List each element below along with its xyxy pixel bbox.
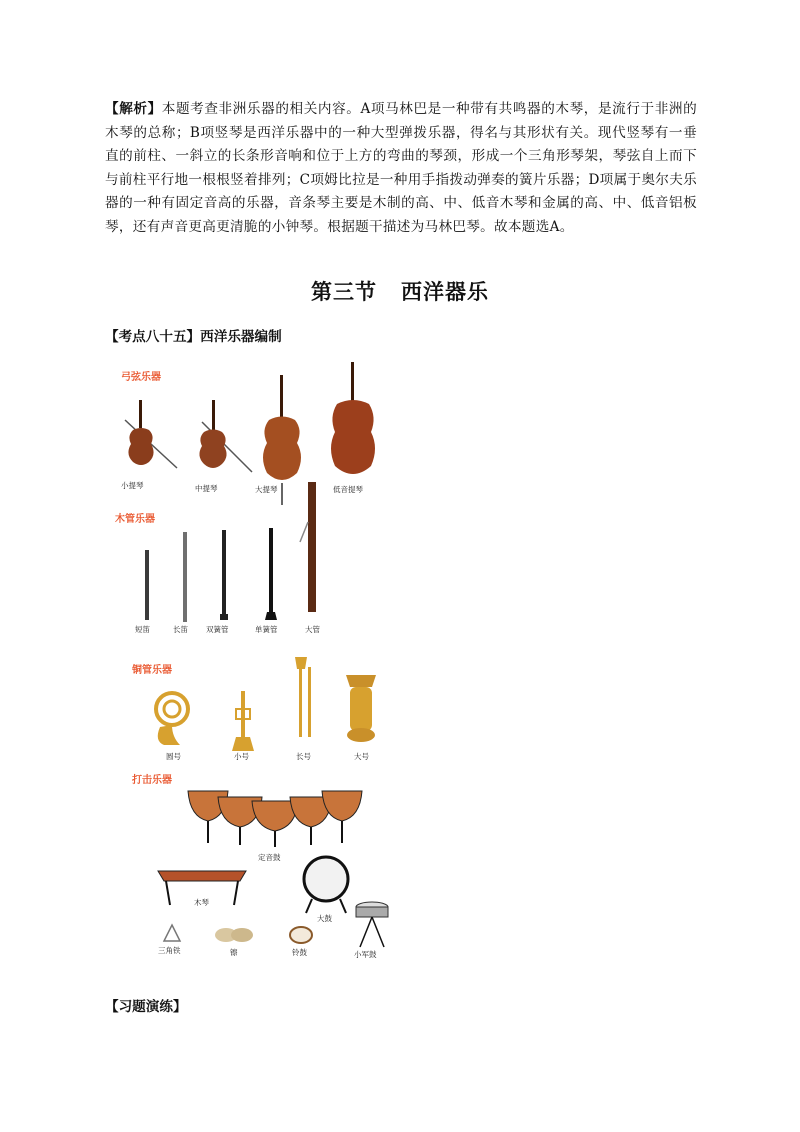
tambourine-icon <box>288 925 314 945</box>
viola-icon <box>190 400 260 478</box>
tuba-caption: 大号 <box>354 752 369 761</box>
section-name: 西洋器乐 <box>401 280 489 304</box>
instruments-figure-bottom <box>128 655 396 960</box>
violin-icon <box>115 400 185 475</box>
french-horn-icon <box>150 687 192 747</box>
clarinet-caption: 单簧管 <box>255 625 278 634</box>
analysis-lead: 【解析】 <box>105 101 162 117</box>
bassoon-caption: 大管 <box>305 625 320 634</box>
brass-label: 铜管乐器 <box>132 665 172 676</box>
triangle-icon <box>162 923 182 943</box>
bass-drum-caption: 大鼓 <box>317 914 332 923</box>
section-number: 第三节 <box>311 280 377 304</box>
oboe-caption: 双簧管 <box>206 625 229 634</box>
trumpet-caption: 小号 <box>234 752 249 761</box>
viola-caption: 中提琴 <box>195 484 218 493</box>
triangle-caption: 三角铁 <box>158 946 181 955</box>
trombone-icon <box>293 657 317 747</box>
trumpet-icon <box>232 691 254 751</box>
tambourine-caption: 铃鼓 <box>292 948 307 957</box>
cymbals-caption: 镲 <box>230 948 238 957</box>
trombone-caption: 长号 <box>296 752 311 761</box>
analysis-text: 本题考查非洲乐器的相关内容。A项马林巴是一种带有共鸣器的木琴，是流行于非洲的木琴的总称；B项竖琴是西洋乐器中的一种大型弹拨乐器，得名与其形状有关。现代竖琴有一垂直的前柱、一斜立的长条形音响和位于上方的弯曲的琴颈，形成一个三角形琴架，琴弦自上而下与前柱平行地一根根竖着排列；C项姆比拉是一种用手指拨动弹奏的簧片乐器；D项属于奥尔夫乐器的一种有固定音高的乐器，音条琴主要是木制的高、中、低音木琴和金属的高、中、低音铝板琴，还有声音更高更清脆的小钟琴。根据题干描述为马林巴琴。故本题选A。 <box>105 101 698 235</box>
point-heading: 【考点八十五】西洋乐器编制 <box>105 329 282 345</box>
cymbals-icon <box>214 923 254 945</box>
cello-caption: 大提琴 <box>255 485 278 494</box>
section-title <box>0 276 800 306</box>
flute-caption: 长笛 <box>173 625 188 634</box>
bassoon-icon <box>300 482 324 622</box>
piccolo-icon <box>143 550 151 620</box>
instruments-figure-top <box>105 360 395 645</box>
piccolo-caption: 短笛 <box>135 625 150 634</box>
snare-drum-icon <box>352 899 392 949</box>
exercise-heading: 【习题演练】 <box>105 999 187 1015</box>
clarinet-icon <box>265 528 277 620</box>
snare-drum-caption: 小军鼓 <box>354 950 377 959</box>
strings-label: 弓弦乐器 <box>121 372 161 383</box>
xylophone-caption: 木琴 <box>194 898 209 907</box>
bass-drum-icon <box>300 853 352 915</box>
flute-icon <box>181 532 189 622</box>
percussion-label: 打击乐器 <box>132 775 172 786</box>
analysis-paragraph <box>105 98 697 239</box>
oboe-icon <box>219 530 229 622</box>
woodwinds-label: 木管乐器 <box>115 514 155 525</box>
violin-caption: 小提琴 <box>121 481 144 490</box>
double-bass-caption: 低音提琴 <box>333 485 363 494</box>
tuba-icon <box>338 673 384 745</box>
double-bass-icon <box>327 362 379 490</box>
french-horn-caption: 圆号 <box>166 752 181 761</box>
timpani-icon <box>186 783 366 848</box>
timpani-caption: 定音鼓 <box>258 853 281 862</box>
